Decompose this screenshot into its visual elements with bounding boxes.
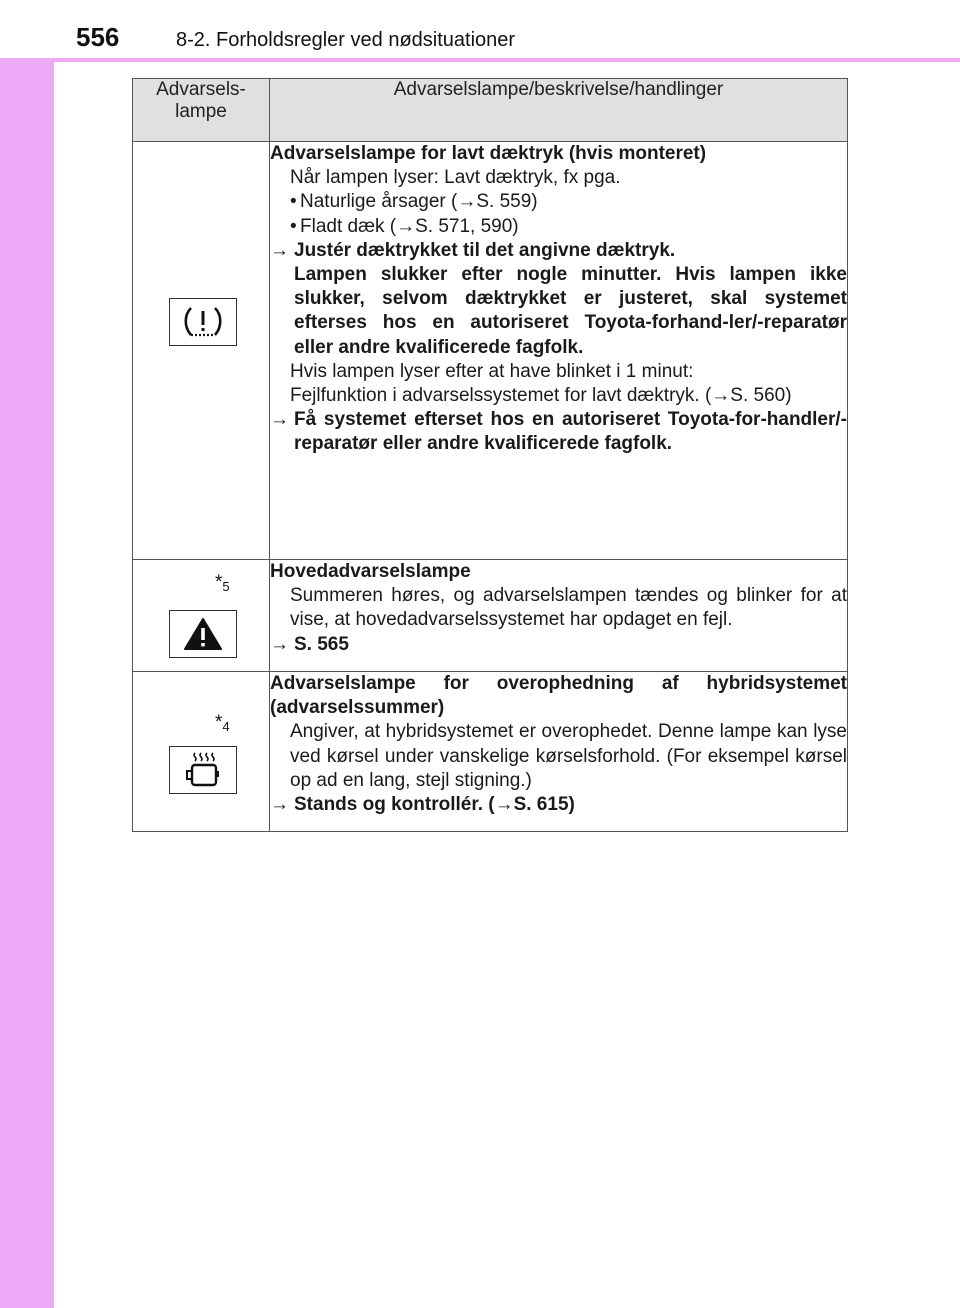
bullet-item: • Fladt dæk (→S. 571, 590)	[270, 215, 847, 239]
row-title: Advarselslampe for overophedning af hybridsystemet (advarselssummer)	[270, 673, 847, 719]
action-text: Stands og kontrollér. (→S. 615)	[294, 794, 575, 816]
bullet-item: • Naturlige årsager (→S. 559)	[270, 190, 847, 214]
action-line	[270, 239, 847, 263]
action-text: S. 565	[294, 633, 349, 655]
header-rule	[0, 58, 960, 62]
header-lamp-line1: Advarsels-	[156, 79, 246, 100]
arrow-icon: →	[270, 409, 289, 431]
row-title: Advarselslampe for lavt dæktryk (hvis monteret)	[270, 143, 707, 164]
footnote-marker: $*_5$	[215, 572, 230, 594]
master-warning-icon	[169, 610, 237, 658]
chapter-tab-strip	[0, 0, 54, 1308]
header-lamp-line2: lampe	[175, 101, 227, 122]
row-text: Hvis lampen lyser efter at have blinket i 1 minut:	[290, 360, 694, 382]
page-number: 556	[76, 22, 120, 52]
action-line	[270, 408, 847, 456]
arrow-icon: →	[270, 239, 289, 261]
action-detail: Lampen slukker efter nogle minutter. Hvis lampen ikke slukker, selvom dæktrykket er justeret, skal systemet efterses hos en autoriseret Toyota-forhand-ler/-reparatør eller andre kvalificerede fagfolk.	[294, 264, 847, 358]
action-text: Få systemet efterset hos en autoriseret Toyota-for-handler/-reparatør eller andre kvalificerede fagfolk.	[294, 409, 847, 455]
action-text: Justér dæktrykket til det angivne dæktryk.	[294, 239, 676, 261]
row-text: Fejlfunktion i advarselssystemet for lavt dæktryk. (→S. 560)	[290, 385, 792, 407]
arrow-icon: →	[270, 633, 289, 655]
table-row	[133, 142, 848, 560]
row-text: Angiver, at hybridsystemet er overophedet. Denne lampe kan lyse ved kørsel under vanskelige kørselsforhold. (For eksempel kørsel op ad en lang, stejl stigning.)	[290, 721, 847, 791]
header-lamp	[133, 79, 270, 142]
footnote-marker: $*_4$	[215, 712, 230, 734]
arrow-icon: →	[270, 794, 289, 816]
action-line	[270, 793, 847, 817]
description-cell	[270, 142, 848, 560]
header-description: Advarselslampe/beskrivelse/handlinger	[270, 79, 848, 142]
table-row	[133, 560, 848, 672]
row-title: Hovedadvarselslampe	[270, 561, 471, 582]
table-row	[133, 672, 848, 832]
description-cell	[270, 560, 848, 672]
table-header-row	[133, 79, 848, 142]
lamp-cell	[133, 142, 270, 560]
description-cell	[270, 672, 848, 832]
section-title: 8-2. Forholdsregler ved nødsituationer	[176, 29, 516, 51]
lamp-cell	[133, 672, 270, 832]
row-text: Når lampen lyser: Lavt dæktryk, fx pga.	[290, 167, 621, 189]
tire-pressure-icon	[169, 298, 237, 346]
hybrid-overheat-icon	[169, 746, 237, 794]
row-text: Summeren høres, og advarselslampen tændes og blinker for at vise, at hovedadvarselssystemet har opdaget en fejl.	[290, 585, 847, 631]
warning-lamp-table	[132, 78, 848, 832]
action-line	[270, 633, 847, 657]
lamp-cell	[133, 560, 270, 672]
